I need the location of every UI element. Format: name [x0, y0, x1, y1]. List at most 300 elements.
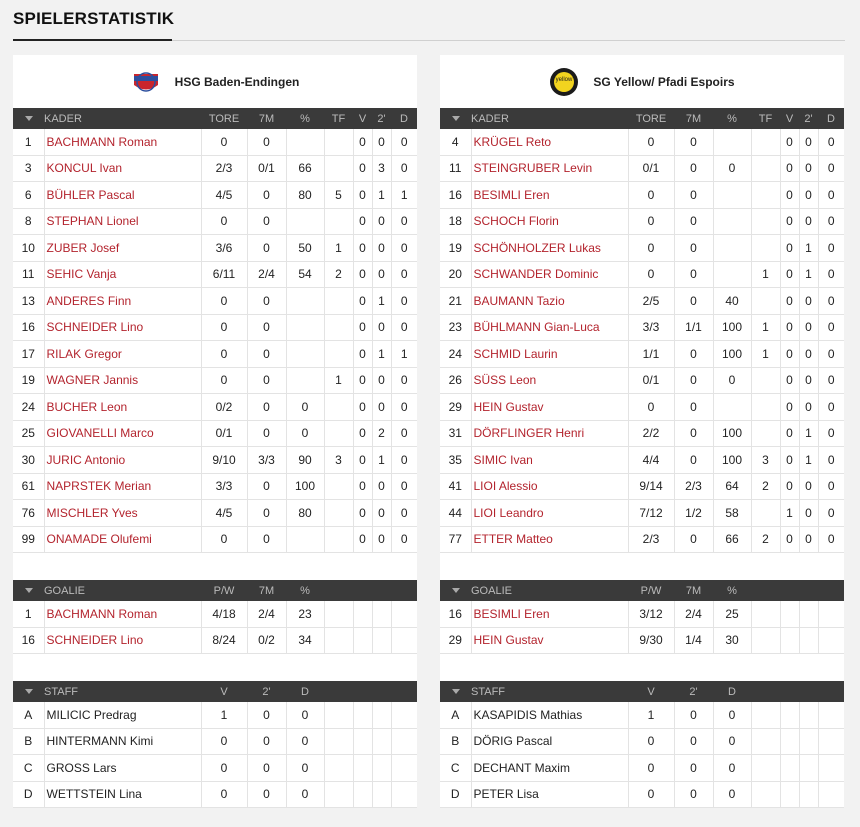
stat-cell: 0 [818, 526, 844, 553]
stat-cell: 0 [353, 314, 372, 341]
staff-name: WETTSTEIN Lina [44, 781, 201, 808]
stat-cell: 0 [201, 341, 247, 368]
player-row [440, 367, 844, 394]
stat-cell: 0 [799, 314, 818, 341]
goalie-row [440, 627, 844, 654]
stat-cell: 0 [372, 500, 391, 527]
goalie-table [440, 580, 844, 654]
stat-cell: 0 [799, 155, 818, 182]
player-name-link[interactable]: BÜHLER Pascal [44, 182, 201, 209]
players-table [13, 108, 417, 553]
player-number: 25 [13, 420, 44, 447]
stat-cell [751, 394, 780, 421]
stat-cell: 0 [353, 235, 372, 262]
stat-cell: 0 [799, 208, 818, 235]
player-number: 16 [13, 627, 44, 654]
column-header[interactable]: D [713, 681, 751, 702]
stat-cell: 80 [286, 500, 324, 527]
player-name-link[interactable]: ZUBER Josef [44, 235, 201, 262]
column-header[interactable]: P/W [628, 580, 674, 601]
stat-cell: 2 [751, 526, 780, 553]
stat-cell: 4/4 [628, 447, 674, 474]
stat-cell [324, 129, 353, 155]
stat-cell: 0 [818, 129, 844, 155]
stat-cell: 0 [201, 755, 247, 782]
stat-cell: 0 [391, 473, 417, 500]
player-number: 24 [440, 341, 471, 368]
column-header[interactable]: 7M [247, 580, 286, 601]
player-number: 4 [440, 129, 471, 155]
stat-cell [324, 155, 353, 182]
stat-cell: 1 [372, 182, 391, 209]
player-name-link[interactable]: BESIMLI Eren [471, 182, 628, 209]
stat-cell [713, 261, 751, 288]
stat-cell [324, 728, 353, 755]
staff-role: A [13, 702, 44, 728]
stat-cell: 0 [353, 155, 372, 182]
stat-cell: 100 [286, 473, 324, 500]
stat-cell: 0 [391, 314, 417, 341]
stat-cell [286, 208, 324, 235]
player-row [13, 367, 417, 394]
stat-cell: 0 [674, 208, 713, 235]
stat-cell: 0 [780, 155, 799, 182]
stat-cell: 0 [353, 341, 372, 368]
stat-cell: 0 [713, 367, 751, 394]
team-logo-graphic [549, 67, 579, 97]
player-row [13, 447, 417, 474]
stat-cell: 50 [286, 235, 324, 262]
player-row [440, 420, 844, 447]
stat-cell: 0 [286, 420, 324, 447]
column-header[interactable]: % [286, 108, 324, 129]
stat-cell: 0 [674, 235, 713, 262]
stat-cell: 3/3 [247, 447, 286, 474]
player-number: 77 [440, 526, 471, 553]
stat-cell [751, 601, 780, 627]
stat-cell [780, 702, 799, 728]
column-header[interactable]: TORE [201, 108, 247, 129]
stat-cell [324, 601, 353, 627]
goalie-name-link[interactable]: SCHNEIDER Lino [44, 627, 201, 654]
stat-cell: 0 [780, 394, 799, 421]
column-header[interactable]: % [713, 108, 751, 129]
stat-cell: 0 [674, 288, 713, 315]
stat-cell: 0 [353, 394, 372, 421]
column-header[interactable]: 7M [674, 580, 713, 601]
stat-cell: 80 [286, 182, 324, 209]
stat-cell [751, 755, 780, 782]
column-header[interactable]: 2' [799, 108, 818, 129]
stat-cell: 0 [628, 394, 674, 421]
stat-cell: 0 [353, 129, 372, 155]
player-name-link[interactable]: BAUMANN Tazio [471, 288, 628, 315]
stat-cell [391, 781, 417, 808]
stat-cell: 0 [628, 182, 674, 209]
caret-down-icon [452, 588, 460, 593]
player-name-link[interactable]: SCHNEIDER Lino [44, 314, 201, 341]
player-row [440, 155, 844, 182]
player-name-link[interactable]: HEIN Gustav [471, 394, 628, 421]
player-row [13, 473, 417, 500]
stat-cell [391, 728, 417, 755]
stat-cell: 25 [713, 601, 751, 627]
stat-cell: 0 [286, 394, 324, 421]
stat-cell: 0 [818, 500, 844, 527]
goalie-name-link[interactable]: BACHMANN Roman [44, 601, 201, 627]
column-header[interactable]: 7M [247, 108, 286, 129]
stat-cell: 0 [372, 473, 391, 500]
column-header[interactable]: % [713, 580, 751, 601]
column-header[interactable]: STAFF [471, 681, 628, 702]
team-name: SG Yellow/ Pfadi Espoirs [593, 74, 735, 89]
stat-cell [353, 702, 372, 728]
stat-cell: 0 [391, 208, 417, 235]
staff-role: A [440, 702, 471, 728]
stat-cell: 0 [818, 367, 844, 394]
sort-toggle[interactable] [13, 580, 44, 601]
stat-cell: 0 [674, 155, 713, 182]
stat-cell [324, 702, 353, 728]
stat-cell: 64 [713, 473, 751, 500]
sort-toggle[interactable] [13, 681, 44, 702]
stat-cell [799, 627, 818, 654]
stat-cell: 1 [751, 341, 780, 368]
column-header[interactable]: GOALIE [44, 580, 201, 601]
stat-cell [780, 728, 799, 755]
stat-cell: 9/30 [628, 627, 674, 654]
stat-cell: 0/2 [247, 627, 286, 654]
player-number: 16 [440, 182, 471, 209]
player-name-link[interactable]: ONAMADE Olufemi [44, 526, 201, 553]
stat-cell: 0 [799, 500, 818, 527]
goalie-name-link[interactable]: HEIN Gustav [471, 627, 628, 654]
player-name-link[interactable]: WAGNER Jannis [44, 367, 201, 394]
player-number: 8 [13, 208, 44, 235]
stat-cell: 8/24 [201, 627, 247, 654]
team-panel-home [13, 55, 417, 808]
player-name-link[interactable]: SCHOCH Florin [471, 208, 628, 235]
stat-cell: 0 [353, 288, 372, 315]
player-name-link[interactable]: STEINGRUBER Levin [471, 155, 628, 182]
staff-role: C [13, 755, 44, 782]
stat-cell: 0 [286, 702, 324, 728]
player-row [13, 155, 417, 182]
player-name-link[interactable]: SIMIC Ivan [471, 447, 628, 474]
column-header[interactable]: V [353, 108, 372, 129]
player-name-link[interactable]: SEHIC Vanja [44, 261, 201, 288]
stat-cell: 1/1 [674, 314, 713, 341]
stat-cell: 0 [674, 702, 713, 728]
stat-cell: 2/3 [628, 526, 674, 553]
player-name-link[interactable]: DÖRFLINGER Henri [471, 420, 628, 447]
stat-cell: 0 [674, 728, 713, 755]
stat-cell [751, 182, 780, 209]
stat-cell: 100 [713, 420, 751, 447]
stat-cell: 0 [353, 447, 372, 474]
sort-toggle[interactable] [440, 108, 471, 129]
stat-cell: 0 [247, 420, 286, 447]
title-underline [13, 39, 172, 41]
player-number: 29 [440, 394, 471, 421]
stat-cell: 0 [286, 781, 324, 808]
stat-cell [799, 755, 818, 782]
stat-cell [324, 314, 353, 341]
stat-cell: 3/3 [201, 473, 247, 500]
stat-cell: 0 [353, 367, 372, 394]
sort-toggle[interactable] [440, 580, 471, 601]
stat-cell [391, 627, 417, 654]
column-header[interactable]: P/W [201, 580, 247, 601]
player-name-link[interactable]: SCHÖNHOLZER Lukas [471, 235, 628, 262]
column-header-empty [751, 580, 780, 601]
stat-cell: 100 [713, 314, 751, 341]
column-header[interactable]: D [818, 108, 844, 129]
player-name-link[interactable]: NAPRSTEK Merian [44, 473, 201, 500]
stat-cell [751, 367, 780, 394]
player-row [440, 208, 844, 235]
player-name-link[interactable]: LIOI Alessio [471, 473, 628, 500]
stat-cell: 9/10 [201, 447, 247, 474]
stat-cell: 0/1 [247, 155, 286, 182]
stat-cell: 90 [286, 447, 324, 474]
column-header-empty [391, 580, 417, 601]
column-header[interactable]: KADER [471, 108, 628, 129]
stat-cell: 3 [324, 447, 353, 474]
staff-header-row [13, 681, 417, 702]
stat-cell: 0 [353, 500, 372, 527]
player-row [13, 341, 417, 368]
stat-cell: 2 [372, 420, 391, 447]
column-header[interactable]: % [286, 580, 324, 601]
stat-cell: 1 [372, 288, 391, 315]
stat-cell: 0 [391, 235, 417, 262]
column-header-empty [372, 580, 391, 601]
stat-cell [751, 235, 780, 262]
column-header[interactable]: GOALIE [471, 580, 628, 601]
column-header[interactable]: V [780, 108, 799, 129]
stat-cell: 0/1 [628, 155, 674, 182]
stat-cell [353, 781, 372, 808]
stat-cell [324, 781, 353, 808]
column-header[interactable]: 2' [372, 108, 391, 129]
stat-cell [818, 728, 844, 755]
stat-cell [286, 526, 324, 553]
player-name-link[interactable]: BÜHLMANN Gian-Luca [471, 314, 628, 341]
player-row [13, 182, 417, 209]
stat-cell: 66 [713, 526, 751, 553]
stat-cell: 0 [391, 500, 417, 527]
player-row [440, 526, 844, 553]
stat-cell: 3 [372, 155, 391, 182]
stat-cell: 0 [372, 367, 391, 394]
stat-cell: 0 [372, 261, 391, 288]
player-number: 10 [13, 235, 44, 262]
player-name-link[interactable]: BACHMANN Roman [44, 129, 201, 155]
stat-cell: 34 [286, 627, 324, 654]
caret-down-icon [452, 116, 460, 121]
player-number: 18 [440, 208, 471, 235]
player-row [440, 129, 844, 155]
stat-cell: 0 [628, 129, 674, 155]
stat-cell: 58 [713, 500, 751, 527]
column-header[interactable]: V [628, 681, 674, 702]
sort-toggle[interactable] [440, 681, 471, 702]
stat-cell: 0 [818, 261, 844, 288]
player-number: 30 [13, 447, 44, 474]
stat-cell: 1/2 [674, 500, 713, 527]
team-header [440, 55, 844, 108]
stat-cell [799, 781, 818, 808]
column-header-empty [780, 681, 799, 702]
stat-cell: 0 [780, 473, 799, 500]
player-number: 31 [440, 420, 471, 447]
stat-cell: 0 [818, 420, 844, 447]
stat-cell [751, 420, 780, 447]
stat-cell [751, 627, 780, 654]
stat-cell: 2/5 [628, 288, 674, 315]
player-name-link[interactable]: GIOVANELLI Marco [44, 420, 201, 447]
player-row [440, 288, 844, 315]
column-header-empty [324, 681, 353, 702]
player-number: 19 [13, 367, 44, 394]
stat-cell: 0 [391, 129, 417, 155]
stat-cell: 0/2 [201, 394, 247, 421]
section-gap [440, 553, 844, 580]
column-header[interactable]: TF [751, 108, 780, 129]
player-row [13, 314, 417, 341]
stat-cell: 2/4 [247, 601, 286, 627]
player-number: 1 [13, 601, 44, 627]
stat-cell: 0 [247, 500, 286, 527]
stat-cell: 0 [353, 261, 372, 288]
stat-cell [818, 601, 844, 627]
stat-cell [751, 500, 780, 527]
player-number: 16 [13, 314, 44, 341]
stat-cell: 23 [286, 601, 324, 627]
stat-cell [324, 473, 353, 500]
player-name-link[interactable]: BUCHER Leon [44, 394, 201, 421]
player-name-link[interactable]: ETTER Matteo [471, 526, 628, 553]
stat-cell [713, 182, 751, 209]
player-name-link[interactable]: LIOI Leandro [471, 500, 628, 527]
stat-cell [324, 394, 353, 421]
stat-cell: 66 [286, 155, 324, 182]
player-name-link[interactable]: RILAK Gregor [44, 341, 201, 368]
player-number: 11 [13, 261, 44, 288]
stat-cell: 1 [324, 367, 353, 394]
stat-cell: 0 [818, 155, 844, 182]
stat-cell [818, 755, 844, 782]
stat-cell: 0 [201, 367, 247, 394]
column-header[interactable]: D [286, 681, 324, 702]
stat-cell: 0 [372, 526, 391, 553]
staff-row [13, 755, 417, 782]
stat-cell: 5 [324, 182, 353, 209]
stat-cell: 0 [391, 261, 417, 288]
stat-cell: 2 [324, 261, 353, 288]
stat-cell: 0 [201, 781, 247, 808]
stat-cell: 3 [751, 447, 780, 474]
stat-cell: 40 [713, 288, 751, 315]
player-row [440, 473, 844, 500]
player-name-link[interactable]: JURIC Antonio [44, 447, 201, 474]
stat-cell [353, 627, 372, 654]
column-header[interactable]: 2' [674, 681, 713, 702]
stat-cell [751, 155, 780, 182]
stat-cell: 0 [818, 473, 844, 500]
stat-cell: 0 [674, 394, 713, 421]
goalie-row [440, 601, 844, 627]
stat-cell: 0 [674, 420, 713, 447]
stat-cell: 0 [780, 341, 799, 368]
stat-cell: 0/1 [628, 367, 674, 394]
stat-cell [799, 728, 818, 755]
column-header[interactable]: D [391, 108, 417, 129]
stat-cell: 0 [674, 526, 713, 553]
player-name-link[interactable]: MISCHLER Yves [44, 500, 201, 527]
player-name-link[interactable]: SCHMID Laurin [471, 341, 628, 368]
stat-cell [324, 341, 353, 368]
column-header-empty [799, 681, 818, 702]
stat-cell [751, 728, 780, 755]
player-name-link[interactable]: KONCUL Ivan [44, 155, 201, 182]
stat-cell: 4/5 [201, 500, 247, 527]
team-logo [549, 67, 579, 97]
column-header[interactable]: STAFF [44, 681, 201, 702]
stat-cell: 1 [201, 702, 247, 728]
player-name-link[interactable]: SÜSS Leon [471, 367, 628, 394]
player-name-link[interactable]: STEPHAN Lionel [44, 208, 201, 235]
player-number: 44 [440, 500, 471, 527]
stat-cell: 100 [713, 341, 751, 368]
stat-cell: 0 [353, 526, 372, 553]
stat-cell: 0 [391, 420, 417, 447]
column-header[interactable]: KADER [44, 108, 201, 129]
player-name-link[interactable]: SCHWANDER Dominic [471, 261, 628, 288]
stat-cell: 0 [818, 208, 844, 235]
player-row [440, 394, 844, 421]
stat-cell: 2/3 [201, 155, 247, 182]
column-header[interactable]: TF [324, 108, 353, 129]
stat-cell [372, 755, 391, 782]
stat-cell [286, 129, 324, 155]
stat-cell [751, 702, 780, 728]
stat-cell: 0 [372, 394, 391, 421]
stat-cell [713, 129, 751, 155]
stat-cell: 0 [201, 314, 247, 341]
stat-cell: 0 [780, 261, 799, 288]
stat-cell [372, 601, 391, 627]
staff-table [13, 681, 417, 808]
goalie-name-link[interactable]: BESIMLI Eren [471, 601, 628, 627]
sort-toggle[interactable] [13, 108, 44, 129]
player-number: 20 [440, 261, 471, 288]
goalie-header-row [440, 580, 844, 601]
staff-role: B [13, 728, 44, 755]
column-header-empty [799, 580, 818, 601]
column-header[interactable]: 7M [674, 108, 713, 129]
stat-cell: 2/3 [674, 473, 713, 500]
column-header[interactable]: V [201, 681, 247, 702]
column-header[interactable]: 2' [247, 681, 286, 702]
team-panel-away [440, 55, 844, 808]
player-name-link[interactable]: KRÜGEL Reto [471, 129, 628, 155]
player-name-link[interactable]: ANDERES Finn [44, 288, 201, 315]
stat-cell: 0 [391, 288, 417, 315]
stat-cell: 7/12 [628, 500, 674, 527]
column-header[interactable]: TORE [628, 108, 674, 129]
